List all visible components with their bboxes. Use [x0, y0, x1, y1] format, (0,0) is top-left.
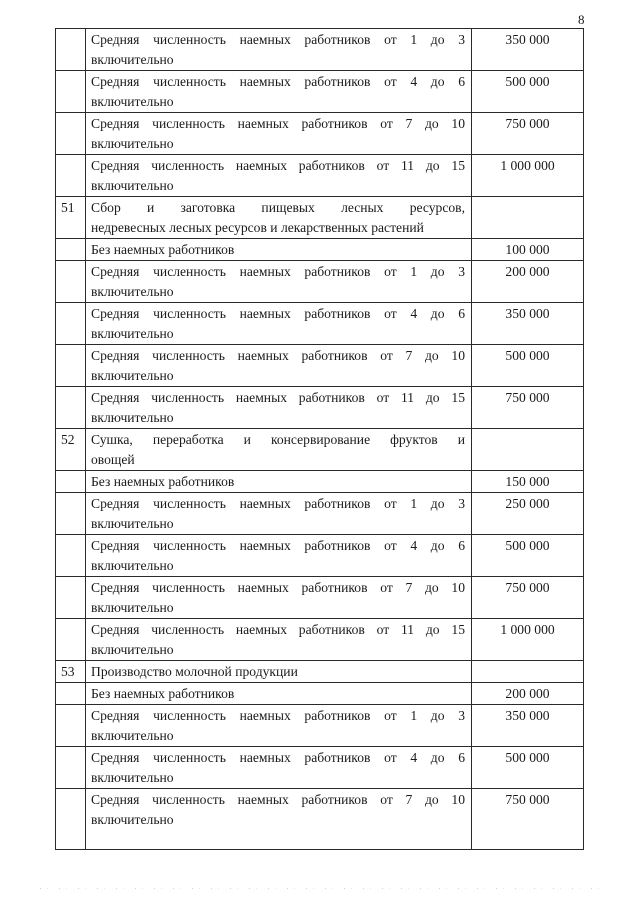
table-row: [56, 303, 584, 345]
table-row: [56, 789, 584, 850]
tariff-table: [55, 28, 584, 850]
description-line: овощей: [91, 452, 135, 467]
description-line: включительно: [91, 94, 174, 109]
description-line: включительно: [91, 812, 174, 827]
description-line: Средняя численность наемных работников от 7 до 10: [91, 792, 465, 807]
activity-description-cell: [86, 29, 472, 71]
description-line: Средняя численность наемных работников от 4 до 6: [91, 74, 465, 89]
description-line: Средняя численность наемных работников от 11 до 15: [91, 158, 465, 173]
table-row: [56, 155, 584, 197]
amount-cell: 1 000 000: [472, 155, 584, 197]
table-row: [56, 683, 584, 705]
table-row: [56, 345, 584, 387]
row-number-cell: [56, 535, 86, 577]
row-number-cell: [56, 345, 86, 387]
row-number-cell: [56, 303, 86, 345]
row-number-cell: [56, 619, 86, 661]
row-number-cell: [56, 789, 86, 850]
activity-description-cell: [86, 619, 472, 661]
row-number-cell: [56, 113, 86, 155]
row-number-cell: [56, 747, 86, 789]
description-line: включительно: [91, 642, 174, 657]
amount-cell: 200 000: [472, 261, 584, 303]
table-row: [56, 493, 584, 535]
amount-cell: 750 000: [472, 113, 584, 155]
description-line: Без наемных работников: [91, 474, 235, 489]
table-row: [56, 535, 584, 577]
table-row: [56, 71, 584, 113]
description-line: включительно: [91, 558, 174, 573]
table-row: [56, 29, 584, 71]
description-line: Средняя численность наемных работников от 1 до 3: [91, 264, 465, 279]
activity-description-cell: [86, 683, 472, 705]
description-line: Сушка, переработка и консервирование фруктов и: [91, 432, 465, 447]
row-number-cell: [56, 239, 86, 261]
amount-cell: [472, 197, 584, 239]
amount-cell: 150 000: [472, 471, 584, 493]
amount-cell: 350 000: [472, 303, 584, 345]
activity-description-cell: [86, 471, 472, 493]
description-line: включительно: [91, 770, 174, 785]
row-number-cell: [56, 493, 86, 535]
description-line: Без наемных работников: [91, 686, 235, 701]
description-line: Без наемных работников: [91, 242, 235, 257]
activity-description-cell: [86, 493, 472, 535]
table-row: [56, 747, 584, 789]
description-line: Средняя численность наемных работников от 4 до 6: [91, 306, 465, 321]
description-line: включительно: [91, 284, 174, 299]
table-body: [56, 29, 584, 850]
table-row: [56, 577, 584, 619]
amount-cell: 250 000: [472, 493, 584, 535]
amount-cell: 350 000: [472, 705, 584, 747]
row-number-cell: 51: [56, 197, 86, 239]
description-line: включительно: [91, 52, 174, 67]
table-row-section-header: [56, 429, 584, 471]
amount-cell: 500 000: [472, 535, 584, 577]
table-row-section-header: [56, 197, 584, 239]
row-number-cell: [56, 683, 86, 705]
activity-description-cell: [86, 429, 472, 471]
row-number-cell: [56, 155, 86, 197]
row-number-cell: [56, 71, 86, 113]
amount-cell: [472, 429, 584, 471]
description-line: включительно: [91, 136, 174, 151]
row-number-cell: [56, 387, 86, 429]
activity-description-cell: [86, 71, 472, 113]
activity-description-cell: [86, 747, 472, 789]
row-number-cell: [56, 471, 86, 493]
page-number: 8: [578, 12, 585, 27]
scan-artifact-line: [40, 888, 600, 889]
table-row-section-header: [56, 661, 584, 683]
description-line: Средняя численность наемных работников от 1 до 3: [91, 32, 465, 47]
row-number-cell: 53: [56, 661, 86, 683]
amount-cell: [472, 661, 584, 683]
amount-cell: 500 000: [472, 71, 584, 113]
activity-description-cell: [86, 261, 472, 303]
table-row: [56, 261, 584, 303]
amount-cell: 750 000: [472, 577, 584, 619]
description-line: Средняя численность наемных работников от 11 до 15: [91, 390, 465, 405]
activity-description-cell: [86, 705, 472, 747]
amount-cell: 200 000: [472, 683, 584, 705]
description-line: включительно: [91, 410, 174, 425]
description-line: включительно: [91, 368, 174, 383]
row-number-cell: [56, 261, 86, 303]
description-line: включительно: [91, 600, 174, 615]
amount-cell: 750 000: [472, 789, 584, 850]
table-row: [56, 619, 584, 661]
activity-description-cell: [86, 303, 472, 345]
description-line: Средняя численность наемных работников от 7 до 10: [91, 116, 465, 131]
activity-description-cell: [86, 577, 472, 619]
row-number-cell: [56, 577, 86, 619]
amount-cell: 500 000: [472, 345, 584, 387]
activity-description-cell: [86, 155, 472, 197]
row-number-cell: [56, 29, 86, 71]
amount-cell: 1 000 000: [472, 619, 584, 661]
activity-description-cell: [86, 535, 472, 577]
description-line: включительно: [91, 326, 174, 341]
activity-description-cell: [86, 197, 472, 239]
table-row: [56, 113, 584, 155]
activity-description-cell: [86, 789, 472, 850]
table-row: [56, 387, 584, 429]
description-line: недревесных лесных ресурсов и лекарственных растений: [91, 220, 424, 235]
table-row: [56, 471, 584, 493]
activity-description-cell: [86, 345, 472, 387]
amount-cell: 100 000: [472, 239, 584, 261]
description-line: включительно: [91, 178, 174, 193]
description-line: включительно: [91, 728, 174, 743]
description-line: Средняя численность наемных работников от 1 до 3: [91, 496, 465, 511]
description-line: Средняя численность наемных работников от 1 до 3: [91, 708, 465, 723]
activity-description-cell: [86, 239, 472, 261]
description-line: Средняя численность наемных работников от 11 до 15: [91, 622, 465, 637]
amount-cell: 500 000: [472, 747, 584, 789]
table-row: [56, 239, 584, 261]
description-line: Средняя численность наемных работников от 7 до 10: [91, 348, 465, 363]
description-line: включительно: [91, 516, 174, 531]
description-line: Средняя численность наемных работников от 7 до 10: [91, 580, 465, 595]
description-line: Производство молочной продукции: [91, 664, 298, 679]
activity-description-cell: [86, 113, 472, 155]
amount-cell: 350 000: [472, 29, 584, 71]
table-row: [56, 705, 584, 747]
activity-description-cell: [86, 387, 472, 429]
activity-description-cell: [86, 661, 472, 683]
amount-cell: 750 000: [472, 387, 584, 429]
row-number-cell: 52: [56, 429, 86, 471]
description-line: Средняя численность наемных работников от 4 до 6: [91, 538, 465, 553]
description-line: Сбор и заготовка пищевых лесных ресурсов,: [91, 200, 465, 215]
row-number-cell: [56, 705, 86, 747]
description-line: Средняя численность наемных работников от 4 до 6: [91, 750, 465, 765]
